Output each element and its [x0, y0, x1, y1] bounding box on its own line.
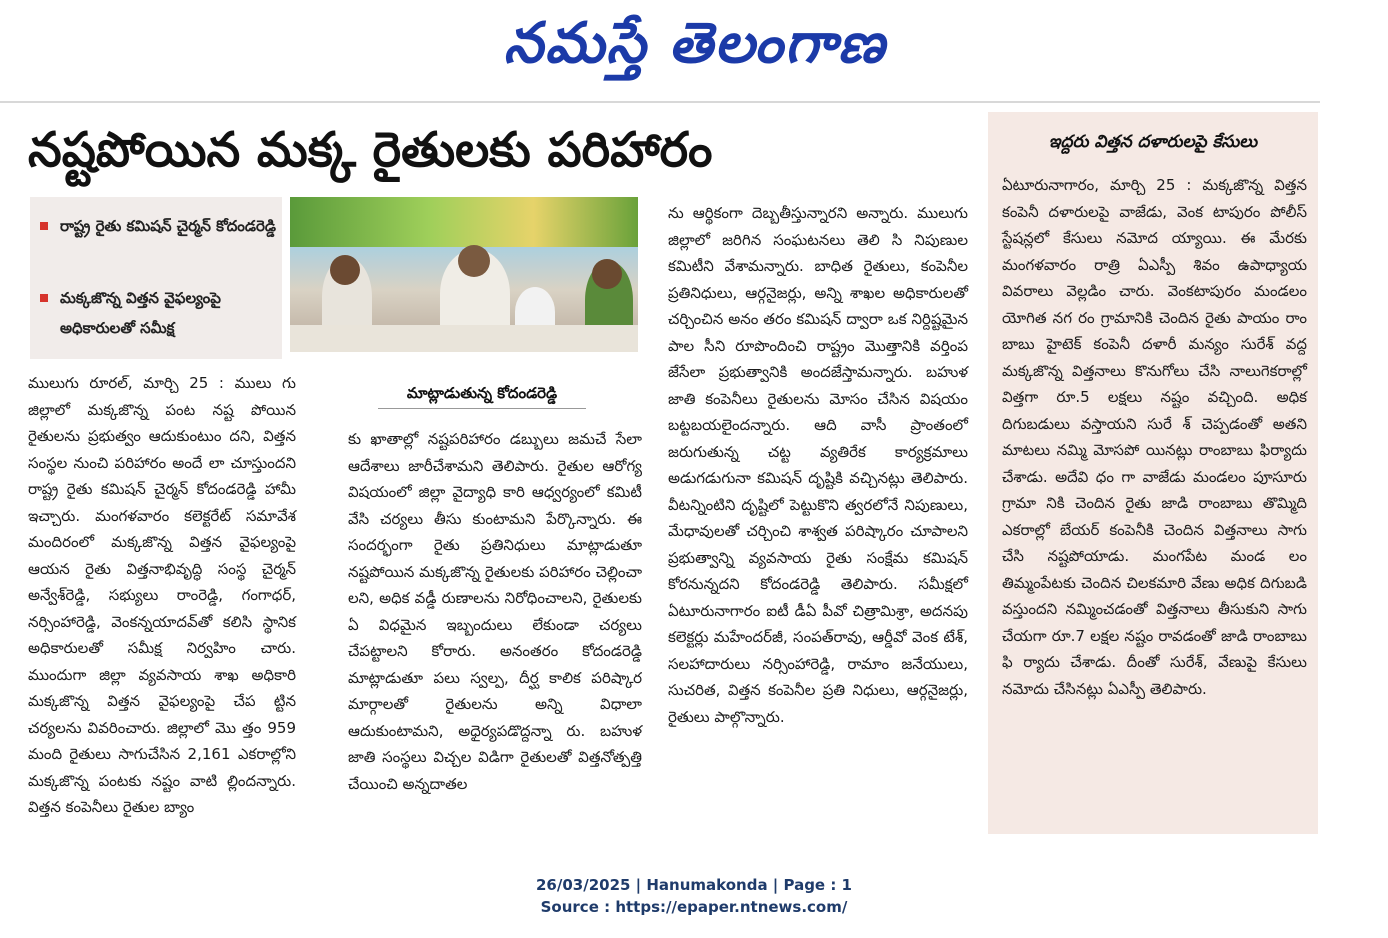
photo-table [290, 325, 638, 352]
highlights-box [30, 197, 282, 359]
article-text: ను ఆర్థికంగా దెబ్బతీస్తున్నారని అన్నారు. ములుగు జిల్లాలో జరిగిన సంఘటనలు తెలి సి నిపుణుల కమిటీని వేశామన్నారు. బాధిత రైతులు, కంపెనీల ప్రతినిధులు, ఆర్గనైజర్లు, అన్ని శాఖల అధికారులతో చర్చించిన అనం తరం కమిషన్ ద్వారా ఒక నిర్దిష్టమైన పాల సీని రూపొందించి రాష్ట్రం మొత్తానికి వర్తింప జేసేలా ప్రభుత్వానికి అందజేస్తామన్నారు. బహుళ జాతి కంపెనీలు రైతులను మోసం చేసిన విషయం బట్టబయలైందన్నారు. ఆది వాసీ ప్రాంతంలో జరుగుతున్న చట్ట వ్యతిరేక కార్యక్రమాలు అడుగడుగునా కమిషన్ దృష్టికి వచ్చినట్లు తెలిపారు. వీటన్నింటిని దృష్టిలో పెట్టుకొని త్వరలోనే నిపుణులు, మేధావులతో చర్చించి శాశ్వత పరిష్కారం చూపాలని ప్రభుత్వాన్ని వ్యవసాయ రైతు సంక్షేమ కమిషన్ కోరనున్నదని కోదండరెడ్డి తెలిపారు. సమీక్షలో ఏటూరునాగారం ఐటీ డీఏ పీవో చిత్రామిశ్రా, అదనపు కలెక్టర్లు మహేందర్‌జీ, సంపత్‌రావు, ఆర్డీవో వెంక టేశ్, సలహాదారులు నర్సింహారెడ్డి, రామాం జనేయులు, సుచరిత, విత్తన కంపెనీల ప్రతి నిధులు, ఆర్గనైజర్లు, రైతులు పాల్గొన్నారు. [668, 204, 968, 726]
highlight-text: మక్కజొన్న విత్తన వైఫల్యంపై అధికారులతో సమీక్ష [60, 289, 221, 337]
bullet-square-icon [40, 222, 48, 230]
footer-date-line: 26/03/2025 | Hanumakonda | Page : 1 [535, 876, 852, 894]
page-footer [0, 874, 1388, 918]
photo-caption: మాట్లాడుతున్న కోదండరెడ్డి [378, 378, 586, 409]
article-headline: నష్టపోయిన మక్క రైతులకు పరిహారం [28, 122, 713, 178]
news-photo [290, 197, 638, 352]
article-column-1 [28, 370, 296, 821]
masthead [0, 0, 1388, 90]
photo-person-head [458, 245, 490, 277]
footer-source-link[interactable]: Source : https://epaper.ntnews.com/ [540, 898, 848, 916]
highlight-text: రాష్ట్ర రైతు కమిషన్ చైర్మన్ కోదండరెడ్డి [60, 217, 276, 235]
masthead-divider [0, 101, 1320, 103]
sidebar-headline: ఇద్దరు విత్తన దళారులపై కేసులు [1048, 132, 1258, 152]
bullet-square-icon [40, 294, 48, 302]
article-column-3 [668, 200, 968, 730]
photo-banner [290, 197, 638, 247]
article-column-2 [348, 426, 642, 797]
article-text: కు ఖాతాల్లో నష్టపరిహారం డబ్బులు జమచే సేలా ఆదేశాలు జారీచేశామని తెలిపారు. రైతుల ఆరోగ్య విషయంలో జిల్లా వైద్యాధి కారి ఆధ్వర్యంలో కమిటీ వేసి చర్యలు తీసు కుంటామని పేర్కొన్నారు. ఈ సందర్భంగా రైతు ప్రతినిధులు మాట్లాడుతూ నష్టపోయిన మక్కజొన్న రైతులకు పరిహారం చెల్లించా లని, అధిక వడ్డీ రుణాలను నిరోధించాలని, రైతులకు ఏ విధమైన ఇబ్బందులు లేకుండా చర్యలు చేపట్టాలని కోరారు. అనంతరం కోదండరెడ్డి మాట్లాడుతూ పలు స్వల్ప, దీర్ఘ కాలిక పరిష్కార మార్గాలతో రైతులను అన్ని విధాలా ఆదుకుంటామని, అధైర్యపడొద్దన్నా రు. బహుళ జాతి సంస్థలు విచ్చల విడిగా రైతులతో విత్తనోత్పత్తి చేయించి అన్నదాతల [348, 430, 642, 793]
article-text: ములుగు రూరల్, మార్చి 25 : ములు గు జిల్లాలో మక్కజొన్న పంట నష్ట పోయిన రైతులను ప్రభుత్వం ఆదుకుంటుం దని, విత్తన సంస్థల నుంచి పరిహారం అందే లా చూస్తుందని రాష్ట్ర రైతు కమిషన్ చైర్మన్ కోదండరెడ్డి హామీ ఇచ్చారు. మంగళవారం కలెక్టరేట్ సమావేశ మందిరంలో మక్కజొన్న విత్తన వైఫల్యంపై ఆయన రైతు విత్తనాభివృద్ధి సంస్థ చైర్మన్ అన్వేశ్‌రెడ్డి, సభ్యులు రాంరెడ్డి, గంగాధర్, నర్సింహారెడ్డి, వెంకన్నయాదవ్‌తో కలిసి స్థానిక అధికారులతో సమీక్ష నిర్వహిం చారు. ముందుగా జిల్లా వ్యవసాయ శాఖ అధికారి మక్కజొన్న విత్తన వైఫల్యంపై చేప ట్టిన చర్యలను వివరించారు. జిల్లాలో మొ త్తం 959 మంది రైతులు సాగుచేసిన 2,161 ఎకరాల్లోని మక్కజొన్న పంటకు నష్టం వాటి ల్లిందన్నారు. విత్తన కంపెనీలు రైతుల బ్యాం [28, 374, 296, 816]
newspaper-logo: నమస్తే తెలంగాణ [503, 11, 887, 76]
sidebar-story [988, 112, 1318, 834]
photo-person-head [592, 259, 622, 289]
sidebar-text: ఏటూరునాగారం, మార్చి 25 : మక్కజొన్న విత్తన కంపెనీ దళారులపై వాజేడు, వెంక టాపురం పోలీస్ స్టేషన్లలో కేసులు నమోద య్యాయి. ఈ మేరకు మంగళవారం రాత్రి ఏఎస్పీ శివం ఉపాధ్యాయ వివరాలు వెల్లడిం చారు. వెంకటాపురం మండలం యోగిత నగ రం గ్రామానికి చెందిన రైతు పాయం రాం బాబు హైటెక్ కంపెనీ దళారీ మన్యం సురేశ్ వద్ద మక్కజొన్న విత్తనాలు కొనుగోలు చేసి నాలుగెకరాల్లో విత్తగా రూ.5 లక్షలు నష్టం వచ్చింది. అధిక దిగుబడులు వస్తాయని సురే శ్ చెప్పడంతో అతని మాటలు నమ్మి మోసపో యినట్లు రాంబాబు ఫిర్యాదు చేశాడు. అదేవి ధం గా వాజేడు మండలం పూసూరు గ్రామా నికి చెందిన రైతు జాడి రాంబాబు తొమ్మిది ఎకరాల్లో బేయర్ కంపెనీకి చెందిన విత్తనాలు సాగు చేసి నష్టపోయాడు. మంగపేట మండ లం తిమ్మంపేటకు చెందిన చిలకమారి వేణు అధిక దిగుబడి వస్తుందని నమ్మించడంతో విత్తనాలు తీసుకుని సాగు చేయగా రూ.7 లక్షల నష్టం రావడంతో జాడి రాంబాబు ఫి ర్యాదు చేశాడు. దీంతో సురేశ్, వేణుపై కేసులు నమోదు చేసినట్లు ఏఎస్పీ తెలిపారు. [1002, 176, 1307, 698]
photo-person-head [330, 255, 360, 285]
